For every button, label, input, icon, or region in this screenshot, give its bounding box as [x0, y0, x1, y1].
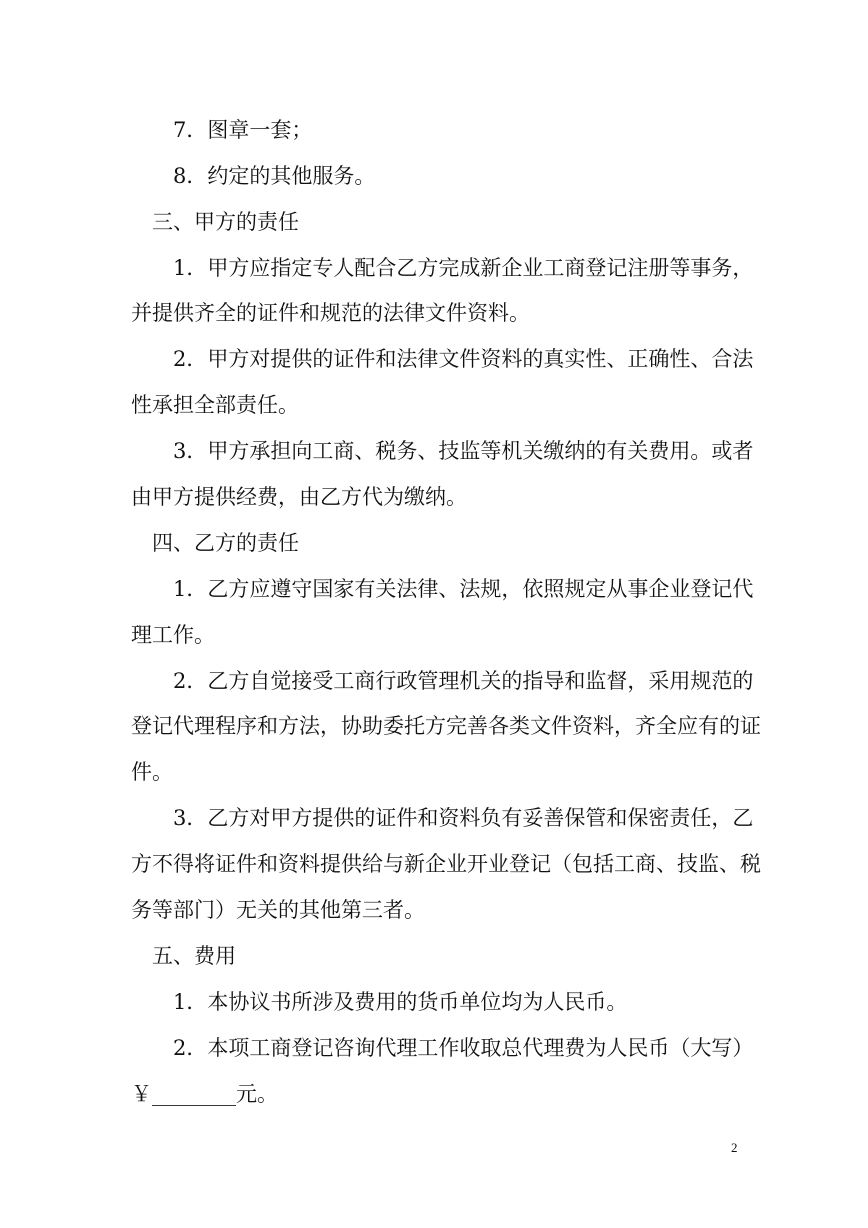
paragraph-line: 理工作。	[131, 623, 215, 647]
paragraph-line: 2．本项工商登记咨询代理工作收取总代理费为人民币（大写）	[173, 1036, 754, 1060]
paragraph-line: 性承担全部责任。	[131, 393, 299, 417]
paragraph-line: 方不得将证件和资料提供给与新企业开业登记（包括工商、技监、税	[131, 852, 761, 876]
paragraph-line: 3．乙方对甲方提供的证件和资料负有妥善保管和保密责任，乙	[173, 806, 754, 830]
paragraph-line: 务等部门）无关的其他第三者。	[131, 898, 425, 922]
paragraph-line: 并提供齐全的证件和规范的法律文件资料。	[131, 301, 530, 325]
section-heading-4: 四、乙方的责任	[152, 531, 299, 555]
paragraph-line: 2．乙方自觉接受工商行政管理机关的指导和监督，采用规范的	[173, 669, 754, 693]
paragraph-line: 2．甲方对提供的证件和法律文件资料的真实性、正确性、合法	[173, 347, 754, 371]
paragraph-line: 登记代理程序和方法，协助委托方完善各类文件资料，齐全应有的证	[131, 714, 761, 738]
list-item-7: 7．图章一套；	[173, 118, 313, 142]
page-number: 2	[731, 1140, 738, 1155]
section-heading-3: 三、甲方的责任	[152, 210, 299, 234]
fee-amount-line: ￥________元。	[131, 1082, 278, 1106]
section-heading-5: 五、费用	[152, 944, 236, 968]
list-item-8: 8．约定的其他服务。	[173, 164, 376, 188]
paragraph-line: 由甲方提供经费，由乙方代为缴纳。	[131, 485, 467, 509]
paragraph-line: 件。	[131, 760, 173, 784]
paragraph-line: 1．甲方应指定专人配合乙方完成新企业工商登记注册等事务，	[173, 256, 754, 280]
paragraph-line: 3．甲方承担向工商、税务、技监等机关缴纳的有关费用。或者	[173, 439, 754, 463]
paragraph-line: 1．乙方应遵守国家有关法律、法规，依照规定从事企业登记代	[173, 577, 754, 601]
paragraph-line: 1．本协议书所涉及费用的货币单位均为人民币。	[173, 990, 628, 1014]
